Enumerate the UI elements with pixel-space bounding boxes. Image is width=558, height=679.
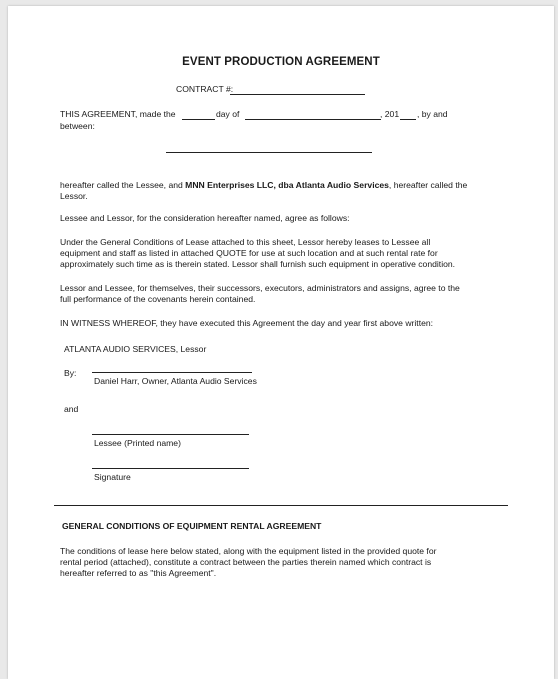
agreement-between: between: [60, 121, 95, 131]
lessee-paragraph-line2: Lessor. [60, 191, 88, 201]
conditions-line: equipment and staff as listed in attached QUOTE for use at such location and at such rental rate for [60, 248, 438, 258]
and-label: and [64, 404, 79, 414]
conditions-line: Under the General Conditions of Lease attached to this sheet, Lessor hereby leases to Lessee all [60, 237, 431, 247]
lessee-name-field[interactable] [166, 152, 372, 153]
successors-line: Lessor and Lessee, for themselves, their successors, executors, administrators and assigns, agree to the [60, 283, 460, 293]
agreement-date-field[interactable] [182, 119, 215, 120]
consideration-text: Lessee and Lessor, for the consideration hereafter named, agree as follows: [60, 213, 350, 223]
agreement-intro: THIS AGREEMENT, made the [60, 109, 176, 119]
agreement-by-and: , by and [417, 109, 448, 119]
lessee-signature-field[interactable] [92, 468, 249, 469]
conditions-line: approximately such time as is therein stated. Lessor shall furnish such equipment in operative condition. [60, 259, 456, 269]
lessee-paragraph-line1: hereafter called the Lessee, and MNN Enterprises LLC, dba Atlanta Audio Services, hereafter called the [60, 180, 468, 190]
lessor-signature-field[interactable] [92, 372, 252, 373]
lessee-printed-name-field[interactable] [92, 434, 249, 435]
general-conditions-line: The conditions of lease here below stated, along with the equipment listed in the provided quote for [60, 546, 437, 556]
general-conditions-heading: GENERAL CONDITIONS OF EQUIPMENT RENTAL AGREEMENT [62, 521, 322, 531]
signer-name: Daniel Harr, Owner, Atlanta Audio Services [94, 376, 257, 386]
general-conditions-line: hereafter referred to as "this Agreement". [60, 568, 217, 578]
document-page [8, 6, 554, 679]
contract-number-label: CONTRACT #: [176, 84, 234, 94]
section-divider [54, 505, 508, 506]
lessee-printed-name-label: Lessee (Printed name) [94, 438, 181, 448]
successors-line: full performance of the covenants herein contained. [60, 294, 256, 304]
by-label: By: [64, 368, 77, 378]
signature-label: Signature [94, 472, 131, 482]
lessor-name: ATLANTA AUDIO SERVICES, Lessor [64, 344, 207, 354]
witness-text: IN WITNESS WHEREOF, they have executed this Agreement the day and year first above written: [60, 318, 434, 328]
agreement-day-of: day of [216, 109, 240, 119]
agreement-year-prefix: , 201 [380, 109, 400, 119]
lessor-company-name: MNN Enterprises LLC, dba Atlanta Audio Services [185, 180, 389, 190]
document-title: EVENT PRODUCTION AGREEMENT [182, 56, 380, 68]
contract-number-field[interactable] [230, 94, 365, 95]
agreement-month-field[interactable] [245, 119, 381, 120]
general-conditions-line: rental period (attached), constitute a contract between the parties therein named which contract is [60, 557, 432, 567]
agreement-year-field[interactable] [400, 119, 416, 120]
